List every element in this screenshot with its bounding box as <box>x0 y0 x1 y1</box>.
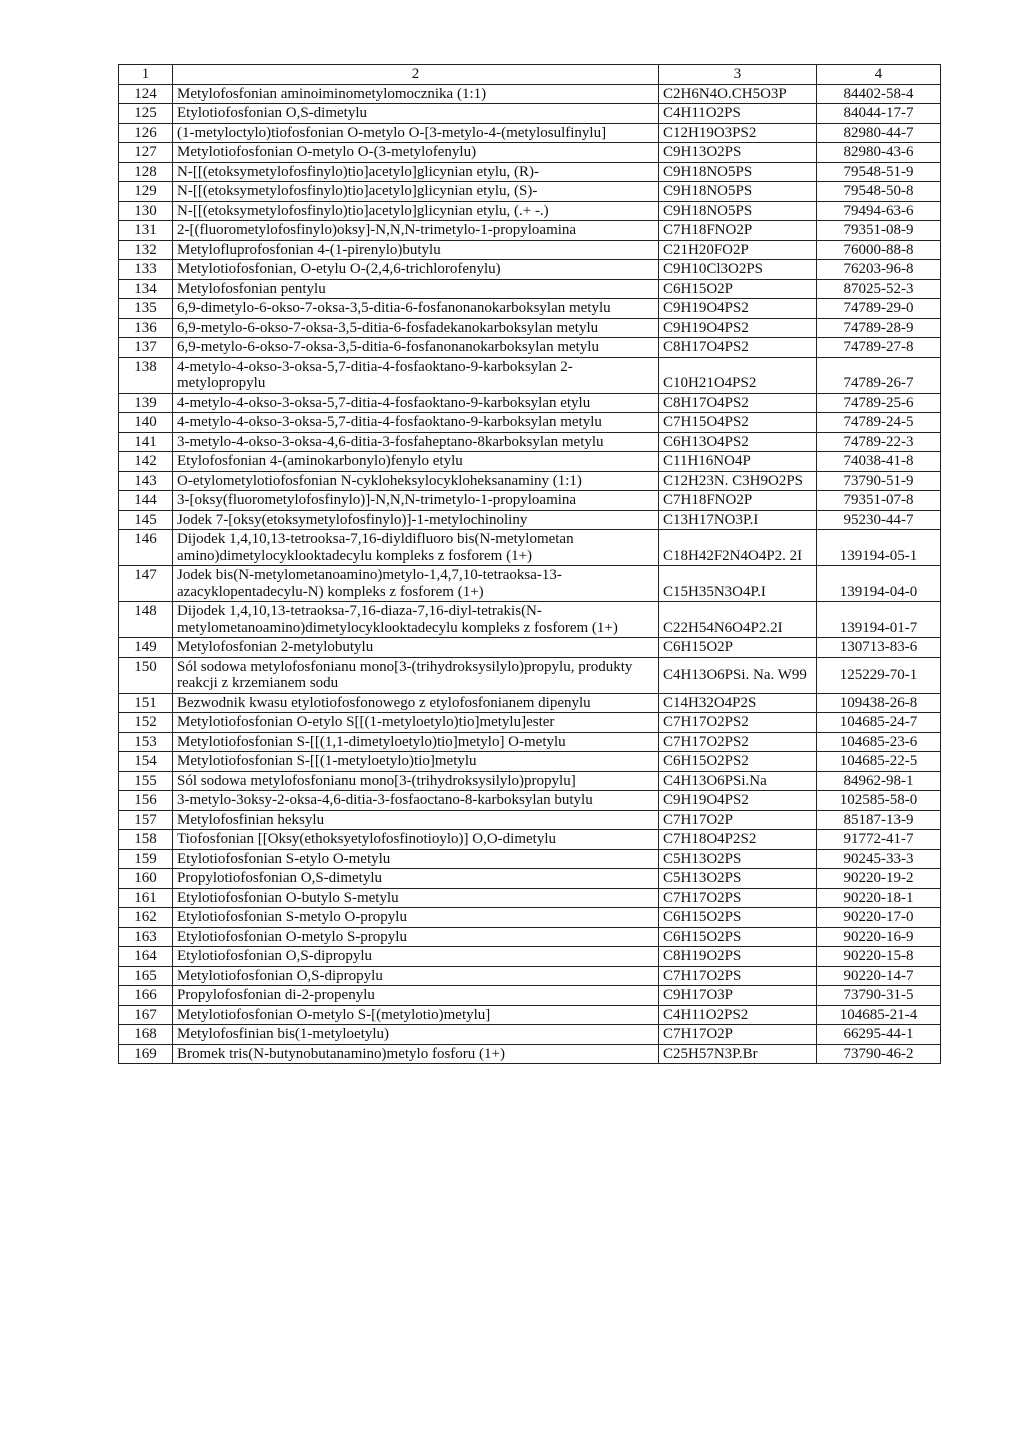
compound-name: N-[[(etoksymetylofosfinylo)tio]acetylo]glicynian etylu, (R)- <box>173 162 659 182</box>
cas-number: 104685-22-5 <box>817 752 941 772</box>
cas-number: 90220-16-9 <box>817 927 941 947</box>
table-row <box>119 810 941 830</box>
table-row <box>119 1044 941 1064</box>
header-col-1: 1 <box>119 65 173 85</box>
molecular-formula: C7H17O2P <box>659 1025 817 1045</box>
molecular-formula: C9H19O4PS2 <box>659 318 817 338</box>
cas-number: 90220-18-1 <box>817 888 941 908</box>
molecular-formula: C4H11O2PS <box>659 104 817 124</box>
molecular-formula: C22H54N6O4P2.2I <box>659 602 817 638</box>
cas-number: 74789-25-6 <box>817 393 941 413</box>
compound-name: Metylofosfonian aminoiminometylomocznika (1:1) <box>173 84 659 104</box>
row-number: 149 <box>119 638 173 658</box>
cas-number: 90220-14-7 <box>817 966 941 986</box>
table-row <box>119 732 941 752</box>
compound-name: Jodek bis(N-metylometanoamino)metylo-1,4,7,10-tetraoksa-13-azacyklopentadecylu-N) kompleks z fosforem (1+) <box>173 566 659 602</box>
molecular-formula: C7H18FNO2P <box>659 491 817 511</box>
cas-number: 73790-31-5 <box>817 986 941 1006</box>
molecular-formula: C7H17O2PS2 <box>659 732 817 752</box>
cas-number: 102585-58-0 <box>817 791 941 811</box>
cas-number: 79351-08-9 <box>817 221 941 241</box>
cas-number: 90245-33-3 <box>817 849 941 869</box>
molecular-formula: C10H21O4PS2 <box>659 357 817 393</box>
row-number: 140 <box>119 413 173 433</box>
table-header <box>119 65 941 85</box>
compound-name: 4-metylo-4-okso-3-oksa-5,7-ditia-4-fosfaoktano-9-karboksylan metylu <box>173 413 659 433</box>
header-row <box>119 65 941 85</box>
cas-number: 104685-24-7 <box>817 713 941 733</box>
chemical-table <box>118 64 941 1064</box>
row-number: 144 <box>119 491 173 511</box>
molecular-formula: C6H15O2P <box>659 279 817 299</box>
cas-number: 73790-51-9 <box>817 471 941 491</box>
table-row <box>119 182 941 202</box>
table-row <box>119 393 941 413</box>
row-number: 148 <box>119 602 173 638</box>
table-row <box>119 143 941 163</box>
molecular-formula: C7H17O2PS <box>659 966 817 986</box>
molecular-formula: C9H17O3P <box>659 986 817 1006</box>
molecular-formula: C5H13O2PS <box>659 849 817 869</box>
compound-name: Etylotiofosfonian S-etylo O-metylu <box>173 849 659 869</box>
molecular-formula: C4H13O6PSi.Na <box>659 771 817 791</box>
header-col-4: 4 <box>817 65 941 85</box>
table-row <box>119 221 941 241</box>
table-row <box>119 432 941 452</box>
molecular-formula: C9H18NO5PS <box>659 182 817 202</box>
row-number: 155 <box>119 771 173 791</box>
row-number: 157 <box>119 810 173 830</box>
table-row <box>119 491 941 511</box>
compound-name: N-[[(etoksymetylofosfinylo)tio]acetylo]glicynian etylu, (S)- <box>173 182 659 202</box>
cas-number: 87025-52-3 <box>817 279 941 299</box>
molecular-formula: C6H13O4PS2 <box>659 432 817 452</box>
table-row <box>119 752 941 772</box>
row-number: 124 <box>119 84 173 104</box>
molecular-formula: C6H15O2P <box>659 638 817 658</box>
molecular-formula: C18H42F2N4O4P2. 2I <box>659 530 817 566</box>
molecular-formula: C7H17O2PS <box>659 888 817 908</box>
cas-number: 90220-15-8 <box>817 947 941 967</box>
molecular-formula: C8H17O4PS2 <box>659 338 817 358</box>
row-number: 134 <box>119 279 173 299</box>
compound-name: 4-metylo-4-okso-3-oksa-5,7-ditia-4-fosfaoktano-9-karboksylan 2-metylopropylu <box>173 357 659 393</box>
row-number: 163 <box>119 927 173 947</box>
row-number: 165 <box>119 966 173 986</box>
row-number: 156 <box>119 791 173 811</box>
row-number: 142 <box>119 452 173 472</box>
table-row <box>119 260 941 280</box>
row-number: 162 <box>119 908 173 928</box>
compound-name: Metylofosfonian pentylu <box>173 279 659 299</box>
compound-name: Etylotiofosfonian O,S-dimetylu <box>173 104 659 124</box>
compound-name: 3-metylo-3oksy-2-oksa-4,6-ditia-3-fosfaoctano-8-karboksylan butylu <box>173 791 659 811</box>
table-row <box>119 240 941 260</box>
row-number: 154 <box>119 752 173 772</box>
molecular-formula: C25H57N3P.Br <box>659 1044 817 1064</box>
table-row <box>119 471 941 491</box>
compound-name: Metylotiofosfonian, O-etylu O-(2,4,6-trichlorofenylu) <box>173 260 659 280</box>
cas-number: 74038-41-8 <box>817 452 941 472</box>
cas-number: 109438-26-8 <box>817 693 941 713</box>
compound-name: Bezwodnik kwasu etylotiofosfonowego z etylofosfonianem dipenylu <box>173 693 659 713</box>
table-row <box>119 771 941 791</box>
table-row <box>119 162 941 182</box>
row-number: 135 <box>119 299 173 319</box>
table-row <box>119 849 941 869</box>
cas-number: 125229-70-1 <box>817 657 941 693</box>
table-row <box>119 299 941 319</box>
compound-name: N-[[(etoksymetylofosfinylo)tio]acetylo]glicynian etylu, (.+ -.) <box>173 201 659 221</box>
cas-number: 74789-28-9 <box>817 318 941 338</box>
molecular-formula: C13H17NO3P.I <box>659 510 817 530</box>
row-number: 132 <box>119 240 173 260</box>
molecular-formula: C9H13O2PS <box>659 143 817 163</box>
table-row <box>119 201 941 221</box>
molecular-formula: C7H15O4PS2 <box>659 413 817 433</box>
cas-number: 104685-23-6 <box>817 732 941 752</box>
cas-number: 79351-07-8 <box>817 491 941 511</box>
table-row <box>119 908 941 928</box>
row-number: 164 <box>119 947 173 967</box>
cas-number: 84402-58-4 <box>817 84 941 104</box>
row-number: 146 <box>119 530 173 566</box>
table-row <box>119 713 941 733</box>
row-number: 136 <box>119 318 173 338</box>
table-row <box>119 693 941 713</box>
table-row <box>119 638 941 658</box>
compound-name: Metylotiofosfonian S-[[(1-metyloetylo)tio]metylu <box>173 752 659 772</box>
cas-number: 91772-41-7 <box>817 830 941 850</box>
cas-number: 104685-21-4 <box>817 1005 941 1025</box>
cas-number: 139194-05-1 <box>817 530 941 566</box>
row-number: 143 <box>119 471 173 491</box>
row-number: 133 <box>119 260 173 280</box>
cas-number: 74789-29-0 <box>817 299 941 319</box>
cas-number: 95230-44-7 <box>817 510 941 530</box>
row-number: 167 <box>119 1005 173 1025</box>
row-number: 128 <box>119 162 173 182</box>
row-number: 129 <box>119 182 173 202</box>
molecular-formula: C2H6N4O.CH5O3P <box>659 84 817 104</box>
table-row <box>119 452 941 472</box>
table-row <box>119 279 941 299</box>
molecular-formula: C6H15O2PS2 <box>659 752 817 772</box>
cas-number: 85187-13-9 <box>817 810 941 830</box>
header-col-2: 2 <box>173 65 659 85</box>
compound-name: Metylotiofosfonian S-[[(1,1-dimetyloetylo)tio]metylo] O-metylu <box>173 732 659 752</box>
cas-number: 82980-43-6 <box>817 143 941 163</box>
row-number: 125 <box>119 104 173 124</box>
table-row <box>119 566 941 602</box>
row-number: 131 <box>119 221 173 241</box>
cas-number: 74789-26-7 <box>817 357 941 393</box>
molecular-formula: C11H16NO4P <box>659 452 817 472</box>
compound-name: 6,9-metylo-6-okso-7-oksa-3,5-ditia-6-fosfanonanokarboksylan metylu <box>173 338 659 358</box>
cas-number: 139194-04-0 <box>817 566 941 602</box>
table-row <box>119 927 941 947</box>
compound-name: Metylofosfonian 2-metylobutylu <box>173 638 659 658</box>
compound-name: Metylotiofosfonian O,S-dipropylu <box>173 966 659 986</box>
molecular-formula: C9H19O4PS2 <box>659 791 817 811</box>
table-row <box>119 947 941 967</box>
row-number: 137 <box>119 338 173 358</box>
row-number: 160 <box>119 869 173 889</box>
cas-number: 84962-98-1 <box>817 771 941 791</box>
compound-name: 3-[oksy(fluorometylofosfinylo)]-N,N,N-trimetylo-1-propyloamina <box>173 491 659 511</box>
molecular-formula: C7H18O4P2S2 <box>659 830 817 850</box>
molecular-formula: C8H17O4PS2 <box>659 393 817 413</box>
molecular-formula: C15H35N3O4P.I <box>659 566 817 602</box>
compound-name: Bromek tris(N-butynobutanamino)metylo fosforu (1+) <box>173 1044 659 1064</box>
cas-number: 79548-51-9 <box>817 162 941 182</box>
molecular-formula: C7H17O2P <box>659 810 817 830</box>
document-page <box>118 64 940 1064</box>
table-row <box>119 830 941 850</box>
cas-number: 76000-88-8 <box>817 240 941 260</box>
cas-number: 66295-44-1 <box>817 1025 941 1045</box>
compound-name: Metylofosfinian bis(1-metyloetylu) <box>173 1025 659 1045</box>
table-row <box>119 530 941 566</box>
table-row <box>119 657 941 693</box>
cas-number: 84044-17-7 <box>817 104 941 124</box>
molecular-formula: C12H23N. C3H9O2PS <box>659 471 817 491</box>
cas-number: 74789-24-5 <box>817 413 941 433</box>
cas-number: 79494-63-6 <box>817 201 941 221</box>
table-row <box>119 1025 941 1045</box>
molecular-formula: C21H20FO2P <box>659 240 817 260</box>
row-number: 145 <box>119 510 173 530</box>
compound-name: Jodek 7-[oksy(etoksymetylofosfinylo)]-1-metylochinoliny <box>173 510 659 530</box>
row-number: 139 <box>119 393 173 413</box>
molecular-formula: C7H18FNO2P <box>659 221 817 241</box>
table-row <box>119 791 941 811</box>
compound-name: Metylofluprofosfonian 4-(1-pirenylo)butylu <box>173 240 659 260</box>
molecular-formula: C6H15O2PS <box>659 927 817 947</box>
compound-name: Etylotiofosfonian O-metylo S-propylu <box>173 927 659 947</box>
compound-name: Metylofosfinian heksylu <box>173 810 659 830</box>
row-number: 169 <box>119 1044 173 1064</box>
table-body <box>119 84 941 1064</box>
row-number: 141 <box>119 432 173 452</box>
row-number: 161 <box>119 888 173 908</box>
molecular-formula: C9H19O4PS2 <box>659 299 817 319</box>
row-number: 168 <box>119 1025 173 1045</box>
cas-number: 130713-83-6 <box>817 638 941 658</box>
molecular-formula: C4H11O2PS2 <box>659 1005 817 1025</box>
table-row <box>119 338 941 358</box>
compound-name: O-etylometylotiofosfonian N-cykloheksylocykloheksanaminy (1:1) <box>173 471 659 491</box>
compound-name: Etylotiofosfonian O,S-dipropylu <box>173 947 659 967</box>
compound-name: Dijodek 1,4,10,13-tetraoksa-7,16-diaza-7,16-diyl-tetrakis(N-metylometanoamino)dimetylocyklooktadecylu kompleks z fosforem (1+) <box>173 602 659 638</box>
compound-name: Propylotiofosfonian O,S-dimetylu <box>173 869 659 889</box>
cas-number: 74789-27-8 <box>817 338 941 358</box>
molecular-formula: C9H18NO5PS <box>659 201 817 221</box>
table-row <box>119 869 941 889</box>
row-number: 126 <box>119 123 173 143</box>
molecular-formula: C9H18NO5PS <box>659 162 817 182</box>
table-row <box>119 123 941 143</box>
compound-name: Etylofosfonian 4-(aminokarbonylo)fenylo etylu <box>173 452 659 472</box>
compound-name: Propylofosfonian di-2-propenylu <box>173 986 659 1006</box>
row-number: 150 <box>119 657 173 693</box>
molecular-formula: C14H32O4P2S <box>659 693 817 713</box>
compound-name: Metylotiofosfonian O-metylo O-(3-metylofenylu) <box>173 143 659 163</box>
row-number: 130 <box>119 201 173 221</box>
compound-name: Etylotiofosfonian S-metylo O-propylu <box>173 908 659 928</box>
compound-name: Dijodek 1,4,10,13-tetrooksa-7,16-diyldifluoro bis(N-metylometan amino)dimetylocyklooktadecylu kompleks z fosforem (1+) <box>173 530 659 566</box>
compound-name: 4-metylo-4-okso-3-oksa-5,7-ditia-4-fosfaoktano-9-karboksylan etylu <box>173 393 659 413</box>
row-number: 166 <box>119 986 173 1006</box>
table-row <box>119 357 941 393</box>
compound-name: 6,9-metylo-6-okso-7-oksa-3,5-ditia-6-fosfadekanokarboksylan metylu <box>173 318 659 338</box>
molecular-formula: C5H13O2PS <box>659 869 817 889</box>
cas-number: 139194-01-7 <box>817 602 941 638</box>
molecular-formula: C8H19O2PS <box>659 947 817 967</box>
cas-number: 82980-44-7 <box>817 123 941 143</box>
compound-name: 6,9-dimetylo-6-okso-7-oksa-3,5-ditia-6-fosfanonanokarboksylan metylu <box>173 299 659 319</box>
table-row <box>119 104 941 124</box>
table-row <box>119 1005 941 1025</box>
table-row <box>119 986 941 1006</box>
cas-number: 73790-46-2 <box>817 1044 941 1064</box>
row-number: 153 <box>119 732 173 752</box>
row-number: 159 <box>119 849 173 869</box>
cas-number: 90220-17-0 <box>817 908 941 928</box>
compound-name: Etylotiofosfonian O-butylo S-metylu <box>173 888 659 908</box>
row-number: 158 <box>119 830 173 850</box>
compound-name: (1-metyloctylo)tiofosfonian O-metylo O-[3-metylo-4-(metylosulfinylu] <box>173 123 659 143</box>
table-row <box>119 602 941 638</box>
row-number: 151 <box>119 693 173 713</box>
compound-name: Sól sodowa metylofosfonianu mono[3-(trihydroksysilylo)propylu, produkty reakcji z krzemianem sodu <box>173 657 659 693</box>
cas-number: 79548-50-8 <box>817 182 941 202</box>
molecular-formula: C6H15O2PS <box>659 908 817 928</box>
row-number: 152 <box>119 713 173 733</box>
molecular-formula: C9H10Cl3O2PS <box>659 260 817 280</box>
molecular-formula: C7H17O2PS2 <box>659 713 817 733</box>
compound-name: Sól sodowa metylofosfonianu mono[3-(trihydroksysilylo)propylu] <box>173 771 659 791</box>
molecular-formula: C12H19O3PS2 <box>659 123 817 143</box>
molecular-formula: C4H13O6PSi. Na. W99 <box>659 657 817 693</box>
row-number: 127 <box>119 143 173 163</box>
table-row <box>119 413 941 433</box>
cas-number: 90220-19-2 <box>817 869 941 889</box>
table-row <box>119 84 941 104</box>
compound-name: Metylotiofosfonian O-etylo S[[(1-metyloetylo)tio]metylu]ester <box>173 713 659 733</box>
compound-name: 2-[(fluorometylofosfinylo)oksy]-N,N,N-trimetylo-1-propyloamina <box>173 221 659 241</box>
row-number: 138 <box>119 357 173 393</box>
table-row <box>119 888 941 908</box>
compound-name: Metylotiofosfonian O-metylo S-[(metylotio)metylu] <box>173 1005 659 1025</box>
cas-number: 76203-96-8 <box>817 260 941 280</box>
table-row <box>119 318 941 338</box>
compound-name: 3-metylo-4-okso-3-oksa-4,6-ditia-3-fosfaheptano-8karboksylan metylu <box>173 432 659 452</box>
row-number: 147 <box>119 566 173 602</box>
table-row <box>119 966 941 986</box>
cas-number: 74789-22-3 <box>817 432 941 452</box>
header-col-3: 3 <box>659 65 817 85</box>
table-row <box>119 510 941 530</box>
compound-name: Tiofosfonian [[Oksy(ethoksyetylofosfinotioylo)] O,O-dimetylu <box>173 830 659 850</box>
